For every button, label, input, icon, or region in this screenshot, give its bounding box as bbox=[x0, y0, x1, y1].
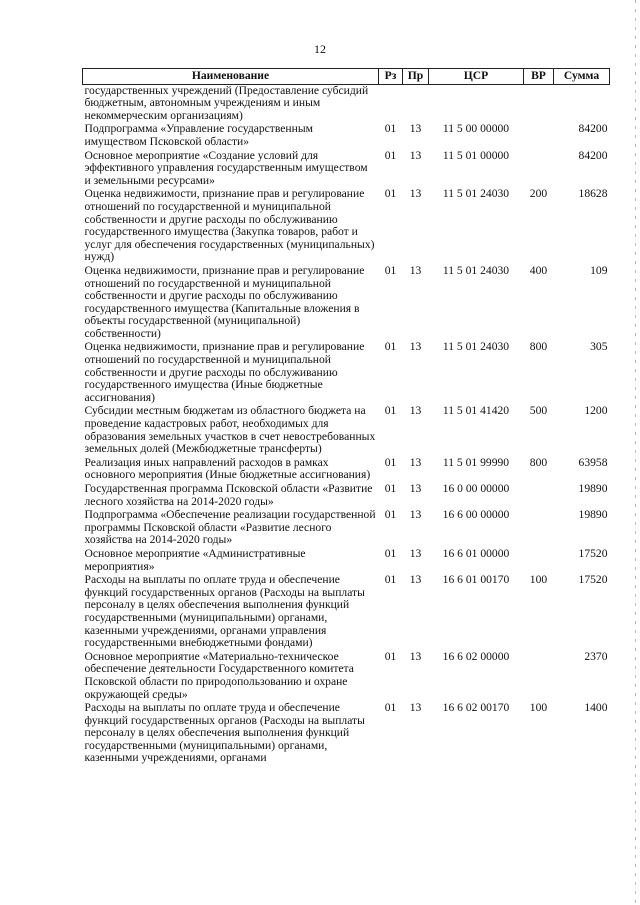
cell-pr: 13 bbox=[409, 649, 422, 663]
header-name: Наименование bbox=[83, 69, 379, 85]
cell-vr bbox=[524, 483, 554, 509]
cell-rz: 01 bbox=[384, 148, 397, 162]
cell-sum: 19890 bbox=[578, 482, 608, 495]
header-pr: Пр bbox=[403, 69, 429, 85]
cell-sum: 19890 bbox=[578, 508, 608, 522]
cell-pr: 13 bbox=[409, 573, 422, 587]
cell-rz: 01 bbox=[384, 187, 397, 201]
cell-rz bbox=[379, 84, 403, 123]
cell-name: Оценка недвижимости, признание прав и регулирование отношений по государственной и муниципальной собственности и другие расходы по обслуживанию государственного имущества (Иные бюджетные ассигнования) bbox=[84, 340, 365, 404]
cell-csr: 16 0 00 00000 bbox=[442, 482, 510, 495]
cell-pr: 13 bbox=[409, 263, 422, 277]
header-rz: Рз bbox=[379, 69, 403, 85]
cell-rz: 01 bbox=[384, 455, 397, 469]
cell-csr: 11 5 01 24030 bbox=[442, 187, 510, 201]
table-row bbox=[83, 548, 610, 574]
scan-edge-line bbox=[635, 0, 636, 905]
cell-csr: 11 5 01 00000 bbox=[442, 148, 510, 162]
cell-vr: 100 bbox=[529, 573, 548, 587]
table-header-row bbox=[83, 69, 610, 85]
cell-rz: 01 bbox=[384, 122, 397, 136]
cell-pr: 13 bbox=[409, 404, 422, 418]
cell-sum bbox=[554, 84, 610, 123]
cell-sum: 18628 bbox=[578, 187, 608, 201]
cell-csr: 16 6 01 00000 bbox=[442, 546, 510, 560]
cell-pr: 13 bbox=[409, 148, 422, 162]
cell-rz: 01 bbox=[384, 340, 397, 354]
header-vr: ВР bbox=[524, 69, 554, 85]
cell-csr: 16 6 02 00000 bbox=[442, 649, 510, 663]
table-row bbox=[83, 574, 610, 651]
cell-pr: 13 bbox=[409, 122, 422, 136]
cell-vr bbox=[524, 123, 554, 149]
cell-vr bbox=[524, 150, 554, 189]
cell-name: Основное мероприятие «Материально-техническое обеспечение деятельности Государственного комитета Псковской области по природопользованию и охране окружающей среды» bbox=[84, 649, 354, 701]
cell-vr: 100 bbox=[529, 701, 548, 715]
cell-csr: 11 5 01 24030 bbox=[442, 340, 510, 354]
cell-vr: 400 bbox=[529, 263, 548, 277]
cell-name: Реализация иных направлений расходов в рамках основного мероприятия (Иные бюджетные ассигнования) bbox=[84, 455, 371, 482]
cell-sum: 17520 bbox=[578, 573, 608, 587]
page-number: 12 bbox=[314, 42, 326, 56]
table-row bbox=[83, 341, 610, 405]
cell-pr: 13 bbox=[409, 701, 422, 715]
cell-pr: 13 bbox=[409, 546, 422, 560]
table-row bbox=[83, 483, 610, 509]
table-row bbox=[83, 509, 610, 548]
cell-rz: 01 bbox=[384, 573, 397, 587]
cell-csr: 11 5 01 99990 bbox=[442, 455, 510, 469]
cell-csr: 11 5 00 00000 bbox=[442, 122, 510, 136]
cell-pr: 13 bbox=[409, 455, 422, 469]
cell-sum: 109 bbox=[590, 263, 608, 277]
cell-sum: 84200 bbox=[578, 122, 608, 136]
cell-name: Оценка недвижимости, признание прав и регулирование отношений по государственной и муниципальной собственности и другие расходы по обслуживанию государственного имущества (Капитальные вложения в объекты государственной (муниципальной) собственности) bbox=[84, 263, 365, 340]
cell-pr: 13 bbox=[409, 482, 422, 495]
cell-csr: 16 6 01 00170 bbox=[442, 573, 510, 587]
cell-rz: 01 bbox=[384, 546, 397, 560]
cell-sum: 305 bbox=[590, 340, 608, 354]
cell-rz: 01 bbox=[384, 649, 397, 663]
table-row bbox=[83, 265, 610, 342]
cell-rz: 01 bbox=[384, 404, 397, 418]
cell-rz: 01 bbox=[384, 508, 397, 522]
cell-rz: 01 bbox=[384, 482, 397, 495]
cell-sum: 63958 bbox=[578, 455, 608, 469]
table-row bbox=[83, 405, 610, 456]
cell-name: Основное мероприятие «Создание условий для эффективного управления государственным имуществом и земельными ресурсами» bbox=[84, 148, 368, 187]
cell-name: Государственная программа Псковской области «Развитие лесного хозяйства на 2014-2020 годы» bbox=[84, 482, 373, 508]
cell-pr: 13 bbox=[409, 340, 422, 354]
cell-name: государственных учреждений (Предоставление субсидий бюджетным, автономным учреждениям и иным некоммерческим организациям) bbox=[84, 83, 369, 122]
table-row bbox=[83, 123, 610, 149]
table-row bbox=[83, 84, 610, 123]
table-row bbox=[83, 150, 610, 189]
cell-name: Подпрограмма «Управление государственным имуществом Псковской области» bbox=[84, 122, 313, 148]
cell-csr: 11 5 01 24030 bbox=[442, 263, 510, 277]
header-csr: ЦСР bbox=[429, 69, 524, 85]
table-row bbox=[83, 651, 610, 702]
cell-name: Основное мероприятие «Административные мероприятия» bbox=[84, 546, 306, 573]
cell-csr: 16 6 00 00000 bbox=[442, 508, 510, 522]
cell-vr: 200 bbox=[529, 187, 548, 201]
table-row bbox=[83, 188, 610, 265]
table-row bbox=[83, 457, 610, 483]
cell-vr bbox=[524, 509, 554, 548]
cell-csr bbox=[429, 84, 524, 123]
cell-name: Субсидии местным бюджетам из областного бюджета на проведение кадастровых работ, необходимых для образования земельных участков в счет невостребованных земельных долей (Межбюджетные трансферты) bbox=[84, 404, 376, 456]
cell-csr: 16 6 02 00170 bbox=[442, 701, 510, 715]
budget-table bbox=[82, 68, 610, 766]
cell-rz: 01 bbox=[384, 263, 397, 277]
cell-rz: 01 bbox=[384, 701, 397, 715]
cell-sum: 1200 bbox=[584, 404, 608, 418]
cell-name: Расходы на выплаты по оплате труда и обеспечение функций государственных органов (Расходы на выплаты персоналу в целях обеспечения выполнения функций государственными (муниципальными) органами, казенными учреждениями, органами bbox=[84, 701, 365, 765]
table-row bbox=[83, 702, 610, 766]
cell-name: Расходы на выплаты по оплате труда и обеспечение функций государственных органов (Расходы на выплаты персоналу в целях обеспечения выполнения функций государственными (муниципальными) органами, казенными учреждениями, органами управления государственными внебюджетными фондами) bbox=[84, 573, 365, 650]
cell-csr: 11 5 01 41420 bbox=[442, 404, 510, 418]
cell-vr bbox=[524, 84, 554, 123]
cell-vr: 800 bbox=[529, 455, 548, 469]
cell-vr bbox=[524, 651, 554, 702]
cell-sum: 84200 bbox=[578, 148, 608, 162]
header-sum: Сумма bbox=[554, 69, 610, 85]
cell-vr bbox=[524, 548, 554, 574]
cell-name: Оценка недвижимости, признание прав и регулирование отношений по государственной и муниципальной собственности и другие расходы по обслуживанию государственного имущества (Закупка товаров, работ и услуг для обеспечения государственных (муниципальных) нужд) bbox=[84, 187, 375, 264]
cell-pr: 13 bbox=[409, 508, 422, 522]
cell-name: Подпрограмма «Обеспечение реализации государственной программы Псковской области «Развитие лесного хозяйства на 2014-2020 годы» bbox=[84, 508, 376, 547]
cell-pr: 13 bbox=[409, 187, 422, 201]
cell-pr bbox=[403, 84, 429, 123]
cell-sum: 1400 bbox=[584, 701, 608, 715]
cell-vr: 500 bbox=[529, 404, 548, 418]
cell-sum: 2370 bbox=[584, 649, 608, 663]
cell-sum: 17520 bbox=[578, 546, 608, 560]
cell-vr: 800 bbox=[529, 340, 548, 354]
